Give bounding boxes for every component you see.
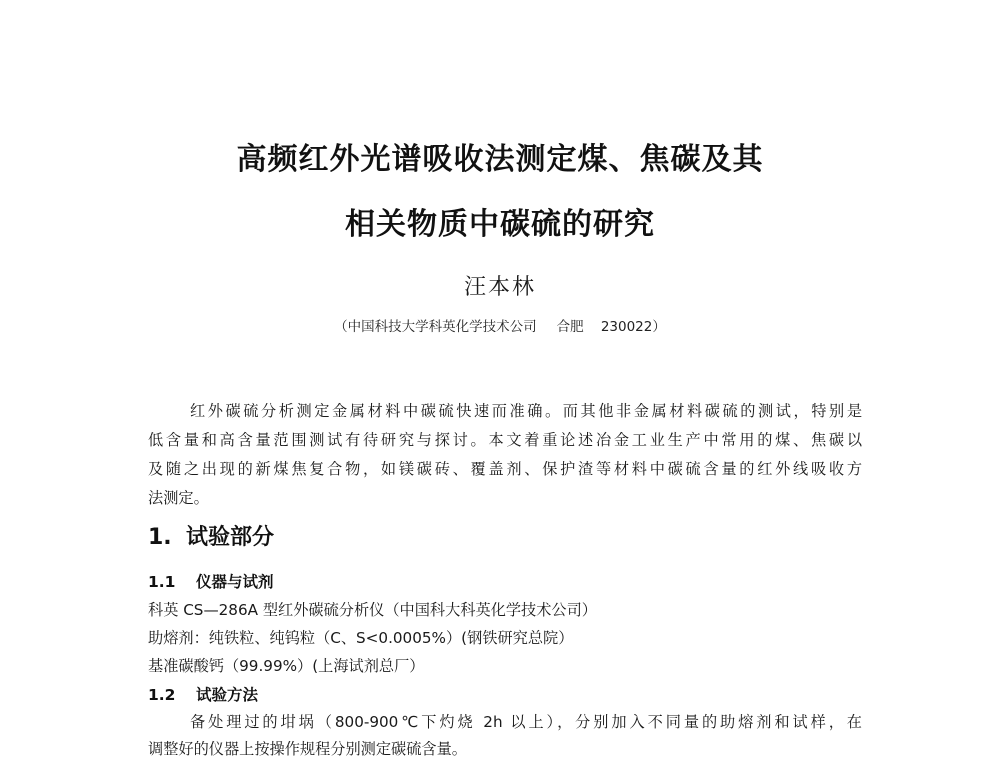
abstract-line: 红外碳硫分析测定金属材料中碳硫快速而准确。而其他非金属材料碳硫的测试，特别是	[190, 402, 862, 420]
subsection-heading	[148, 570, 274, 592]
section-heading	[148, 520, 274, 551]
subsection-title: 试验方法	[196, 686, 259, 704]
subsection-title: 仪器与试剂	[196, 573, 274, 591]
affiliation-postcode: 230022）	[600, 319, 666, 335]
abstract-line: 及随之出现的新煤焦复合物，如镁碳砖、覆盖剂、保护渣等材料中碳硫含量的红外线吸收方	[148, 460, 862, 478]
abstract-line: 法测定。	[148, 489, 209, 507]
body-line: 备处理过的坩埚（800-900℃下灼烧 2h 以上），分别加入不同量的助熔剂和试样，在	[190, 713, 862, 731]
subsection-number: 1.1	[148, 573, 176, 591]
paper-title-line-1: 高频红外光谱吸收法测定煤、焦碳及其	[236, 142, 764, 177]
list-item: 基准碳酸钙（99.99%）(上海试剂总厂）	[148, 657, 425, 675]
subsection-number: 1.2	[148, 686, 176, 704]
section-number: 1.	[148, 525, 172, 550]
body-line: 调整好的仪器上按操作规程分别测定碳硫含量。	[148, 740, 467, 758]
subsection-heading	[148, 683, 258, 705]
abstract-line: 低含量和高含量范围测试有待研究与探讨。本文着重论述冶金工业生产中常用的煤、焦碳以	[148, 431, 862, 449]
list-item: 科英 CS—286A 型红外碳硫分析仪（中国科大科英化学技术公司）	[148, 601, 597, 619]
paper-title-line-2: 相关物质中碳硫的研究	[345, 207, 655, 242]
affiliation-org: （中国科技大学科英化学技术公司	[334, 319, 537, 335]
list-item: 助熔剂：纯铁粒、纯钨粒（C、S<0.0005%）(钢铁研究总院）	[148, 629, 574, 647]
author-name: 汪本林	[463, 275, 536, 300]
affiliation-city: 合肥	[556, 319, 584, 335]
section-title: 试验部分	[186, 525, 275, 550]
author-affiliation	[0, 315, 1000, 335]
